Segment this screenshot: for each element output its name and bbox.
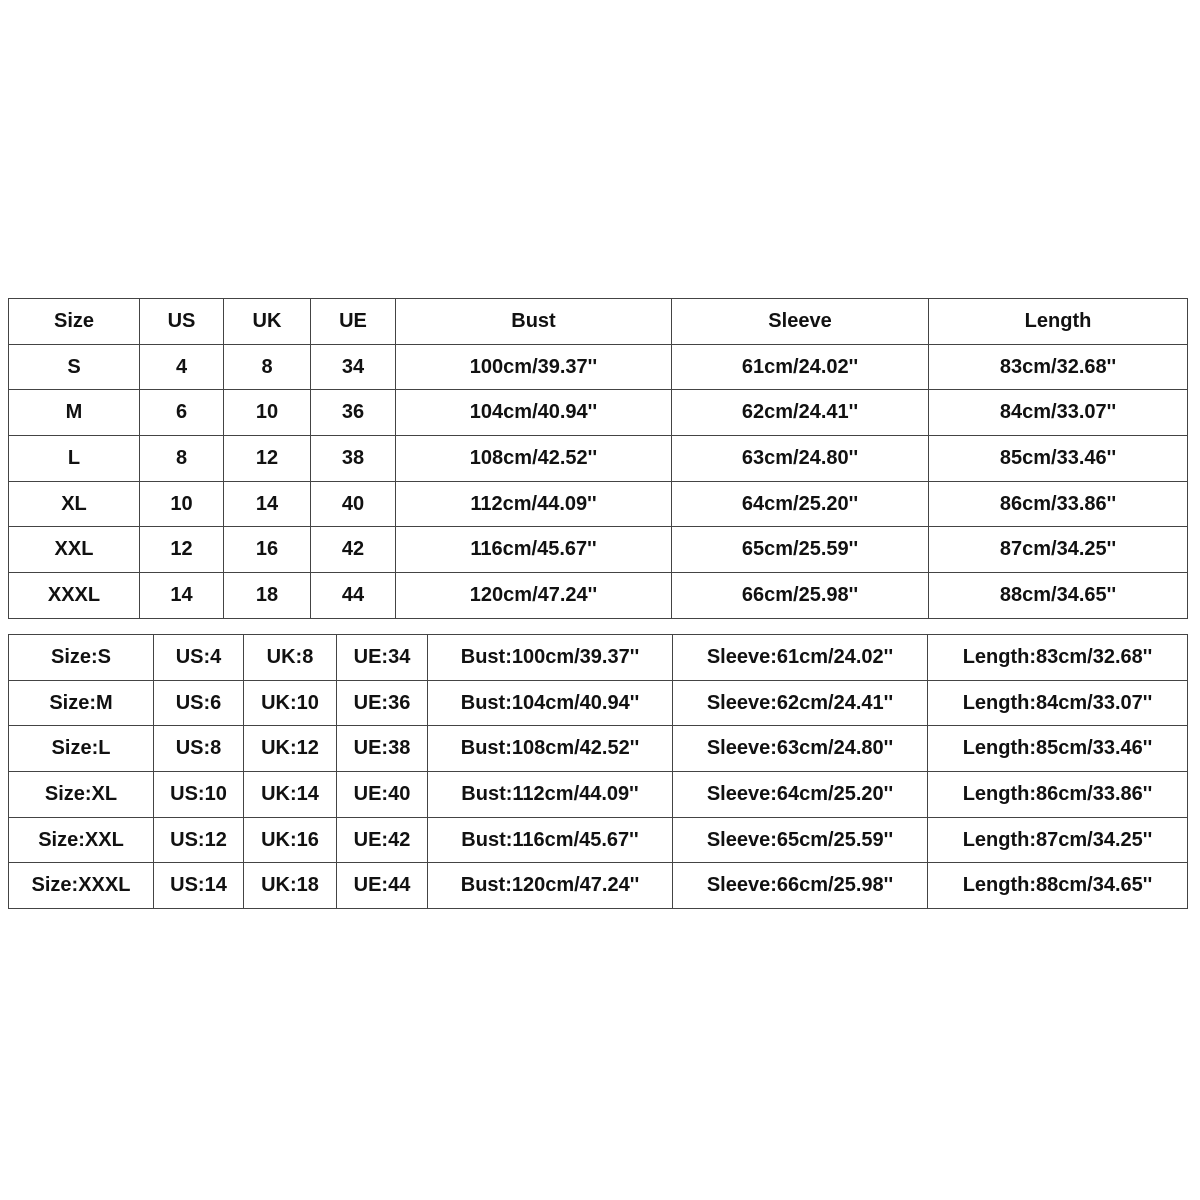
cell-uk: 8	[224, 344, 311, 390]
cell-ue: UE:36	[337, 680, 428, 726]
table-row	[9, 527, 1188, 573]
cell-uk: 16	[224, 527, 311, 573]
cell-sleeve: 61cm/24.02''	[672, 344, 929, 390]
table-header-row	[9, 299, 1188, 345]
cell-length: 86cm/33.86''	[929, 481, 1188, 527]
cell-length: Length:86cm/33.86''	[928, 772, 1188, 818]
cell-us: US:4	[154, 635, 244, 681]
cell-us: US:14	[154, 863, 244, 909]
cell-size: XL	[9, 481, 140, 527]
cell-us: 8	[140, 436, 224, 482]
cell-uk: UK:12	[244, 726, 337, 772]
header-uk: UK	[224, 299, 311, 345]
cell-length: Length:85cm/33.46''	[928, 726, 1188, 772]
cell-size: S	[9, 344, 140, 390]
cell-length: 84cm/33.07''	[929, 390, 1188, 436]
header-length: Length	[929, 299, 1188, 345]
cell-ue: 38	[311, 436, 396, 482]
cell-us: US:6	[154, 680, 244, 726]
cell-bust: 120cm/47.24''	[396, 573, 672, 619]
cell-length: Length:84cm/33.07''	[928, 680, 1188, 726]
cell-bust: Bust:108cm/42.52''	[428, 726, 673, 772]
cell-ue: UE:34	[337, 635, 428, 681]
cell-us: 4	[140, 344, 224, 390]
cell-bust: 112cm/44.09''	[396, 481, 672, 527]
cell-uk: UK:14	[244, 772, 337, 818]
cell-sleeve: Sleeve:63cm/24.80''	[673, 726, 928, 772]
table-row	[9, 573, 1188, 619]
header-us: US	[140, 299, 224, 345]
cell-bust: 104cm/40.94''	[396, 390, 672, 436]
cell-uk: 18	[224, 573, 311, 619]
cell-us: US:8	[154, 726, 244, 772]
cell-ue: UE:42	[337, 817, 428, 863]
cell-uk: 12	[224, 436, 311, 482]
size-chart-table	[8, 298, 1188, 619]
cell-size: Size:S	[9, 635, 154, 681]
cell-us: US:12	[154, 817, 244, 863]
cell-bust: 116cm/45.67''	[396, 527, 672, 573]
cell-length: 87cm/34.25''	[929, 527, 1188, 573]
cell-uk: UK:10	[244, 680, 337, 726]
cell-length: Length:83cm/32.68''	[928, 635, 1188, 681]
cell-bust: Bust:104cm/40.94''	[428, 680, 673, 726]
cell-size: XXL	[9, 527, 140, 573]
cell-length: Length:88cm/34.65''	[928, 863, 1188, 909]
cell-length: Length:87cm/34.25''	[928, 817, 1188, 863]
table-row	[9, 481, 1188, 527]
cell-sleeve: 62cm/24.41''	[672, 390, 929, 436]
table-row	[9, 817, 1188, 863]
cell-uk: 10	[224, 390, 311, 436]
cell-bust: Bust:100cm/39.37''	[428, 635, 673, 681]
table-row	[9, 680, 1188, 726]
cell-size: Size:XXXL	[9, 863, 154, 909]
cell-length: 83cm/32.68''	[929, 344, 1188, 390]
table-row	[9, 436, 1188, 482]
cell-us: 12	[140, 527, 224, 573]
header-ue: UE	[311, 299, 396, 345]
cell-bust: 108cm/42.52''	[396, 436, 672, 482]
cell-uk: UK:16	[244, 817, 337, 863]
table-row	[9, 726, 1188, 772]
cell-ue: UE:44	[337, 863, 428, 909]
cell-size: M	[9, 390, 140, 436]
header-bust: Bust	[396, 299, 672, 345]
table-row	[9, 344, 1188, 390]
cell-ue: 44	[311, 573, 396, 619]
cell-uk: 14	[224, 481, 311, 527]
cell-ue: 34	[311, 344, 396, 390]
cell-ue: 42	[311, 527, 396, 573]
cell-sleeve: 66cm/25.98''	[672, 573, 929, 619]
cell-length: 85cm/33.46''	[929, 436, 1188, 482]
cell-sleeve: Sleeve:64cm/25.20''	[673, 772, 928, 818]
cell-size: L	[9, 436, 140, 482]
table-row	[9, 635, 1188, 681]
cell-sleeve: 63cm/24.80''	[672, 436, 929, 482]
cell-size: Size:M	[9, 680, 154, 726]
cell-sleeve: 65cm/25.59''	[672, 527, 929, 573]
cell-uk: UK:18	[244, 863, 337, 909]
size-chart-labeled-table	[8, 634, 1188, 909]
cell-us: US:10	[154, 772, 244, 818]
cell-us: 10	[140, 481, 224, 527]
cell-ue: UE:40	[337, 772, 428, 818]
cell-sleeve: Sleeve:65cm/25.59''	[673, 817, 928, 863]
header-size: Size	[9, 299, 140, 345]
cell-uk: UK:8	[244, 635, 337, 681]
cell-bust: 100cm/39.37''	[396, 344, 672, 390]
cell-size: XXXL	[9, 573, 140, 619]
cell-ue: 36	[311, 390, 396, 436]
cell-ue: UE:38	[337, 726, 428, 772]
cell-size: Size:XL	[9, 772, 154, 818]
cell-sleeve: Sleeve:62cm/24.41''	[673, 680, 928, 726]
table-row	[9, 863, 1188, 909]
cell-size: Size:XXL	[9, 817, 154, 863]
cell-length: 88cm/34.65''	[929, 573, 1188, 619]
cell-size: Size:L	[9, 726, 154, 772]
cell-bust: Bust:120cm/47.24''	[428, 863, 673, 909]
cell-bust: Bust:112cm/44.09''	[428, 772, 673, 818]
header-sleeve: Sleeve	[672, 299, 929, 345]
table-row	[9, 390, 1188, 436]
cell-us: 6	[140, 390, 224, 436]
table-row	[9, 772, 1188, 818]
cell-sleeve: 64cm/25.20''	[672, 481, 929, 527]
cell-sleeve: Sleeve:61cm/24.02''	[673, 635, 928, 681]
cell-sleeve: Sleeve:66cm/25.98''	[673, 863, 928, 909]
cell-bust: Bust:116cm/45.67''	[428, 817, 673, 863]
cell-us: 14	[140, 573, 224, 619]
cell-ue: 40	[311, 481, 396, 527]
